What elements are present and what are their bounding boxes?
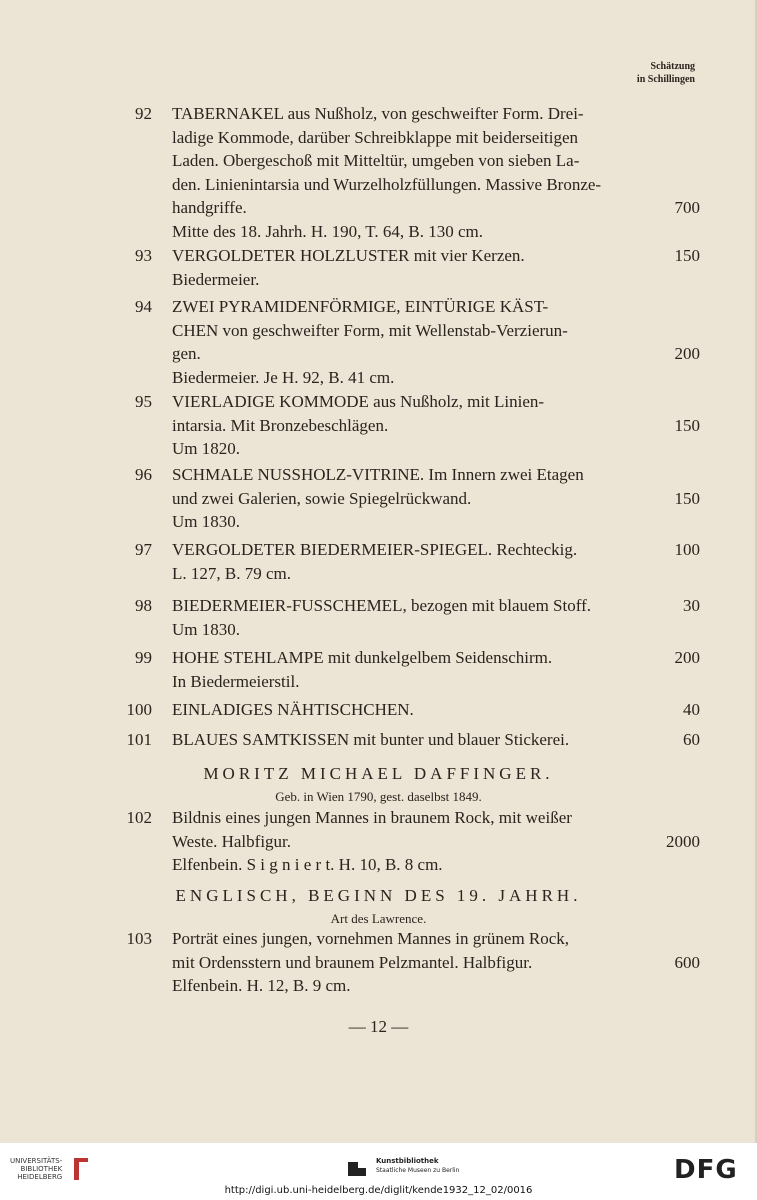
entry-price: 60 — [683, 730, 700, 749]
kunst-line-2: Staatliche Museen zu Berlin — [376, 1167, 460, 1174]
entry-text-line: TABERNAKEL aus Nußholz, von geschweifter Form. Drei- — [172, 104, 584, 123]
dfg-logo[interactable]: DFG — [674, 1155, 738, 1185]
entry-text-line: ZWEI PYRAMIDENFÖRMIGE, EINTÜRIGE KÄST- — [172, 297, 549, 316]
entry-price: 600 — [674, 952, 700, 972]
entry-text-line: Um 1830. — [172, 512, 240, 532]
price-column-header — [637, 60, 695, 86]
entry-price: 200 — [674, 648, 700, 667]
entry-text-line: Biedermeier. Je H. 92, B. 41 cm. — [172, 367, 395, 387]
entry-number: 103 — [126, 929, 152, 948]
entry-number: 97 — [135, 540, 152, 559]
entry-number: 92 — [135, 104, 152, 123]
page-number: — 12 — — [348, 1017, 409, 1036]
heidelberg-logo-icon — [70, 1154, 92, 1184]
entry-number: 94 — [135, 297, 152, 316]
kunstbibliothek-logo-icon — [346, 1158, 368, 1178]
section-subheading-englisch: Art des Lawrence. — [330, 911, 427, 926]
entry-number: 98 — [135, 596, 152, 615]
entry-text-line: In Biedermeierstil. — [172, 671, 300, 691]
kunstbibliothek-logo[interactable] — [376, 1157, 459, 1175]
source-url[interactable]: http://digi.ub.uni-heidelberg.de/diglit/kende1932_12_02/0016 — [224, 1185, 533, 1196]
entry-number: 95 — [135, 392, 152, 411]
section-heading-daffinger: MORITZ MICHAEL DAFFINGER. — [203, 764, 554, 783]
entry-text-line: CHEN von geschweifter Form, mit Wellenstab-Verzierun- — [172, 320, 568, 340]
header-line-2: in Schillingen — [636, 74, 695, 85]
uni-line-3: HEIDELBERG — [17, 1173, 63, 1181]
section-heading-englisch: ENGLISCH, BEGINN DES 19. JAHRH. — [175, 886, 582, 905]
entry-text-line: Porträt eines jungen, vornehmen Mannes in grünem Rock, — [172, 929, 570, 948]
section-subheading-daffinger: Geb. in Wien 1790, gest. daselbst 1849. — [275, 789, 482, 804]
entry-price: 100 — [674, 540, 700, 559]
entry-number: 102 — [126, 808, 152, 827]
entry-text-line: L. 127, B. 79 cm. — [172, 563, 291, 583]
entry-text-line: Elfenbein. H. 12, B. 9 cm. — [172, 976, 351, 996]
entry-text-line: ladige Kommode, darüber Schreibklappe mit beiderseitigen — [172, 127, 578, 147]
entry-text-line: Weste. Halbfigur. — [172, 831, 292, 851]
entry-text-line: BLAUES SAMTKISSEN mit bunter und blauer Stickerei. — [172, 730, 570, 749]
entry-price: 150 — [674, 246, 700, 265]
entry-text-line: Mitte des 18. Jahrh. H. 190, T. 64, B. 130 cm. — [172, 222, 484, 241]
entry-text-line: VERGOLDETER HOLZLUSTER mit vier Kerzen. — [172, 246, 525, 265]
entry-text-line: Biedermeier. — [172, 269, 260, 289]
entry-text-line: Laden. Obergeschoß mit Mitteltür, umgeben von sieben La- — [172, 151, 580, 171]
uni-line-1: UNIVERSITÄTS- — [10, 1157, 63, 1165]
entry-number: 96 — [135, 465, 152, 484]
entry-text-line: handgriffe. — [172, 198, 247, 218]
header-line-1: Schätzung — [650, 61, 695, 72]
entry-text-line: mit Ordensstern und braunem Pelzmantel. Halbfigur. — [172, 952, 533, 972]
entry-text-line: Um 1830. — [172, 619, 240, 639]
entry-price: 200 — [674, 344, 700, 364]
uni-line-2: BIBLIOTHEK — [20, 1165, 63, 1173]
entry-text-line: VERGOLDETER BIEDERMEIER-SPIEGEL. Rechteckig. — [172, 540, 578, 559]
entry-price: 150 — [674, 415, 700, 435]
entry-text-line: gen. — [172, 344, 201, 364]
entry-price: 40 — [683, 700, 700, 719]
entry-text-line: Elfenbein. S i g n i e r t. H. 10, B. 8 cm. — [172, 855, 443, 875]
entry-price: 700 — [674, 198, 700, 218]
entry-text-line: Um 1820. — [172, 439, 240, 459]
entry-number: 99 — [135, 648, 152, 667]
entry-text-line: EINLADIGES NÄHTISCHCHEN. — [172, 700, 414, 719]
entry-text-line: BIEDERMEIER-FUSSCHEMEL, bezogen mit blauem Stoff. — [172, 596, 591, 615]
entry-text-line: HOHE STEHLAMPE mit dunkelgelbem Seidenschirm. — [172, 648, 553, 667]
entry-price: 30 — [683, 596, 700, 615]
kunst-line-1: Kunstbibliothek — [376, 1157, 439, 1165]
entry-text-line: den. Linienintarsia und Wurzelholzfüllungen. Massive Bronze- — [172, 174, 602, 194]
university-library-logo[interactable] — [10, 1157, 62, 1181]
entry-price: 150 — [674, 488, 700, 508]
entry-text-line: Bildnis eines jungen Mannes in braunem Rock, mit weißer — [172, 808, 572, 827]
entry-text-line: SCHMALE NUSSHOLZ-VITRINE. Im Innern zwei Etagen — [172, 465, 584, 484]
entry-number: 93 — [135, 246, 152, 265]
entry-text-line: und zwei Galerien, sowie Spiegelrückwand. — [172, 488, 472, 508]
entry-text-line: intarsia. Mit Bronzebeschlägen. — [172, 415, 389, 435]
entry-number: 100 — [126, 700, 152, 719]
entry-text-line: VIERLADIGE KOMMODE aus Nußholz, mit Linien- — [172, 392, 545, 411]
entry-number: 101 — [126, 730, 152, 749]
entry-price: 2000 — [666, 831, 700, 851]
